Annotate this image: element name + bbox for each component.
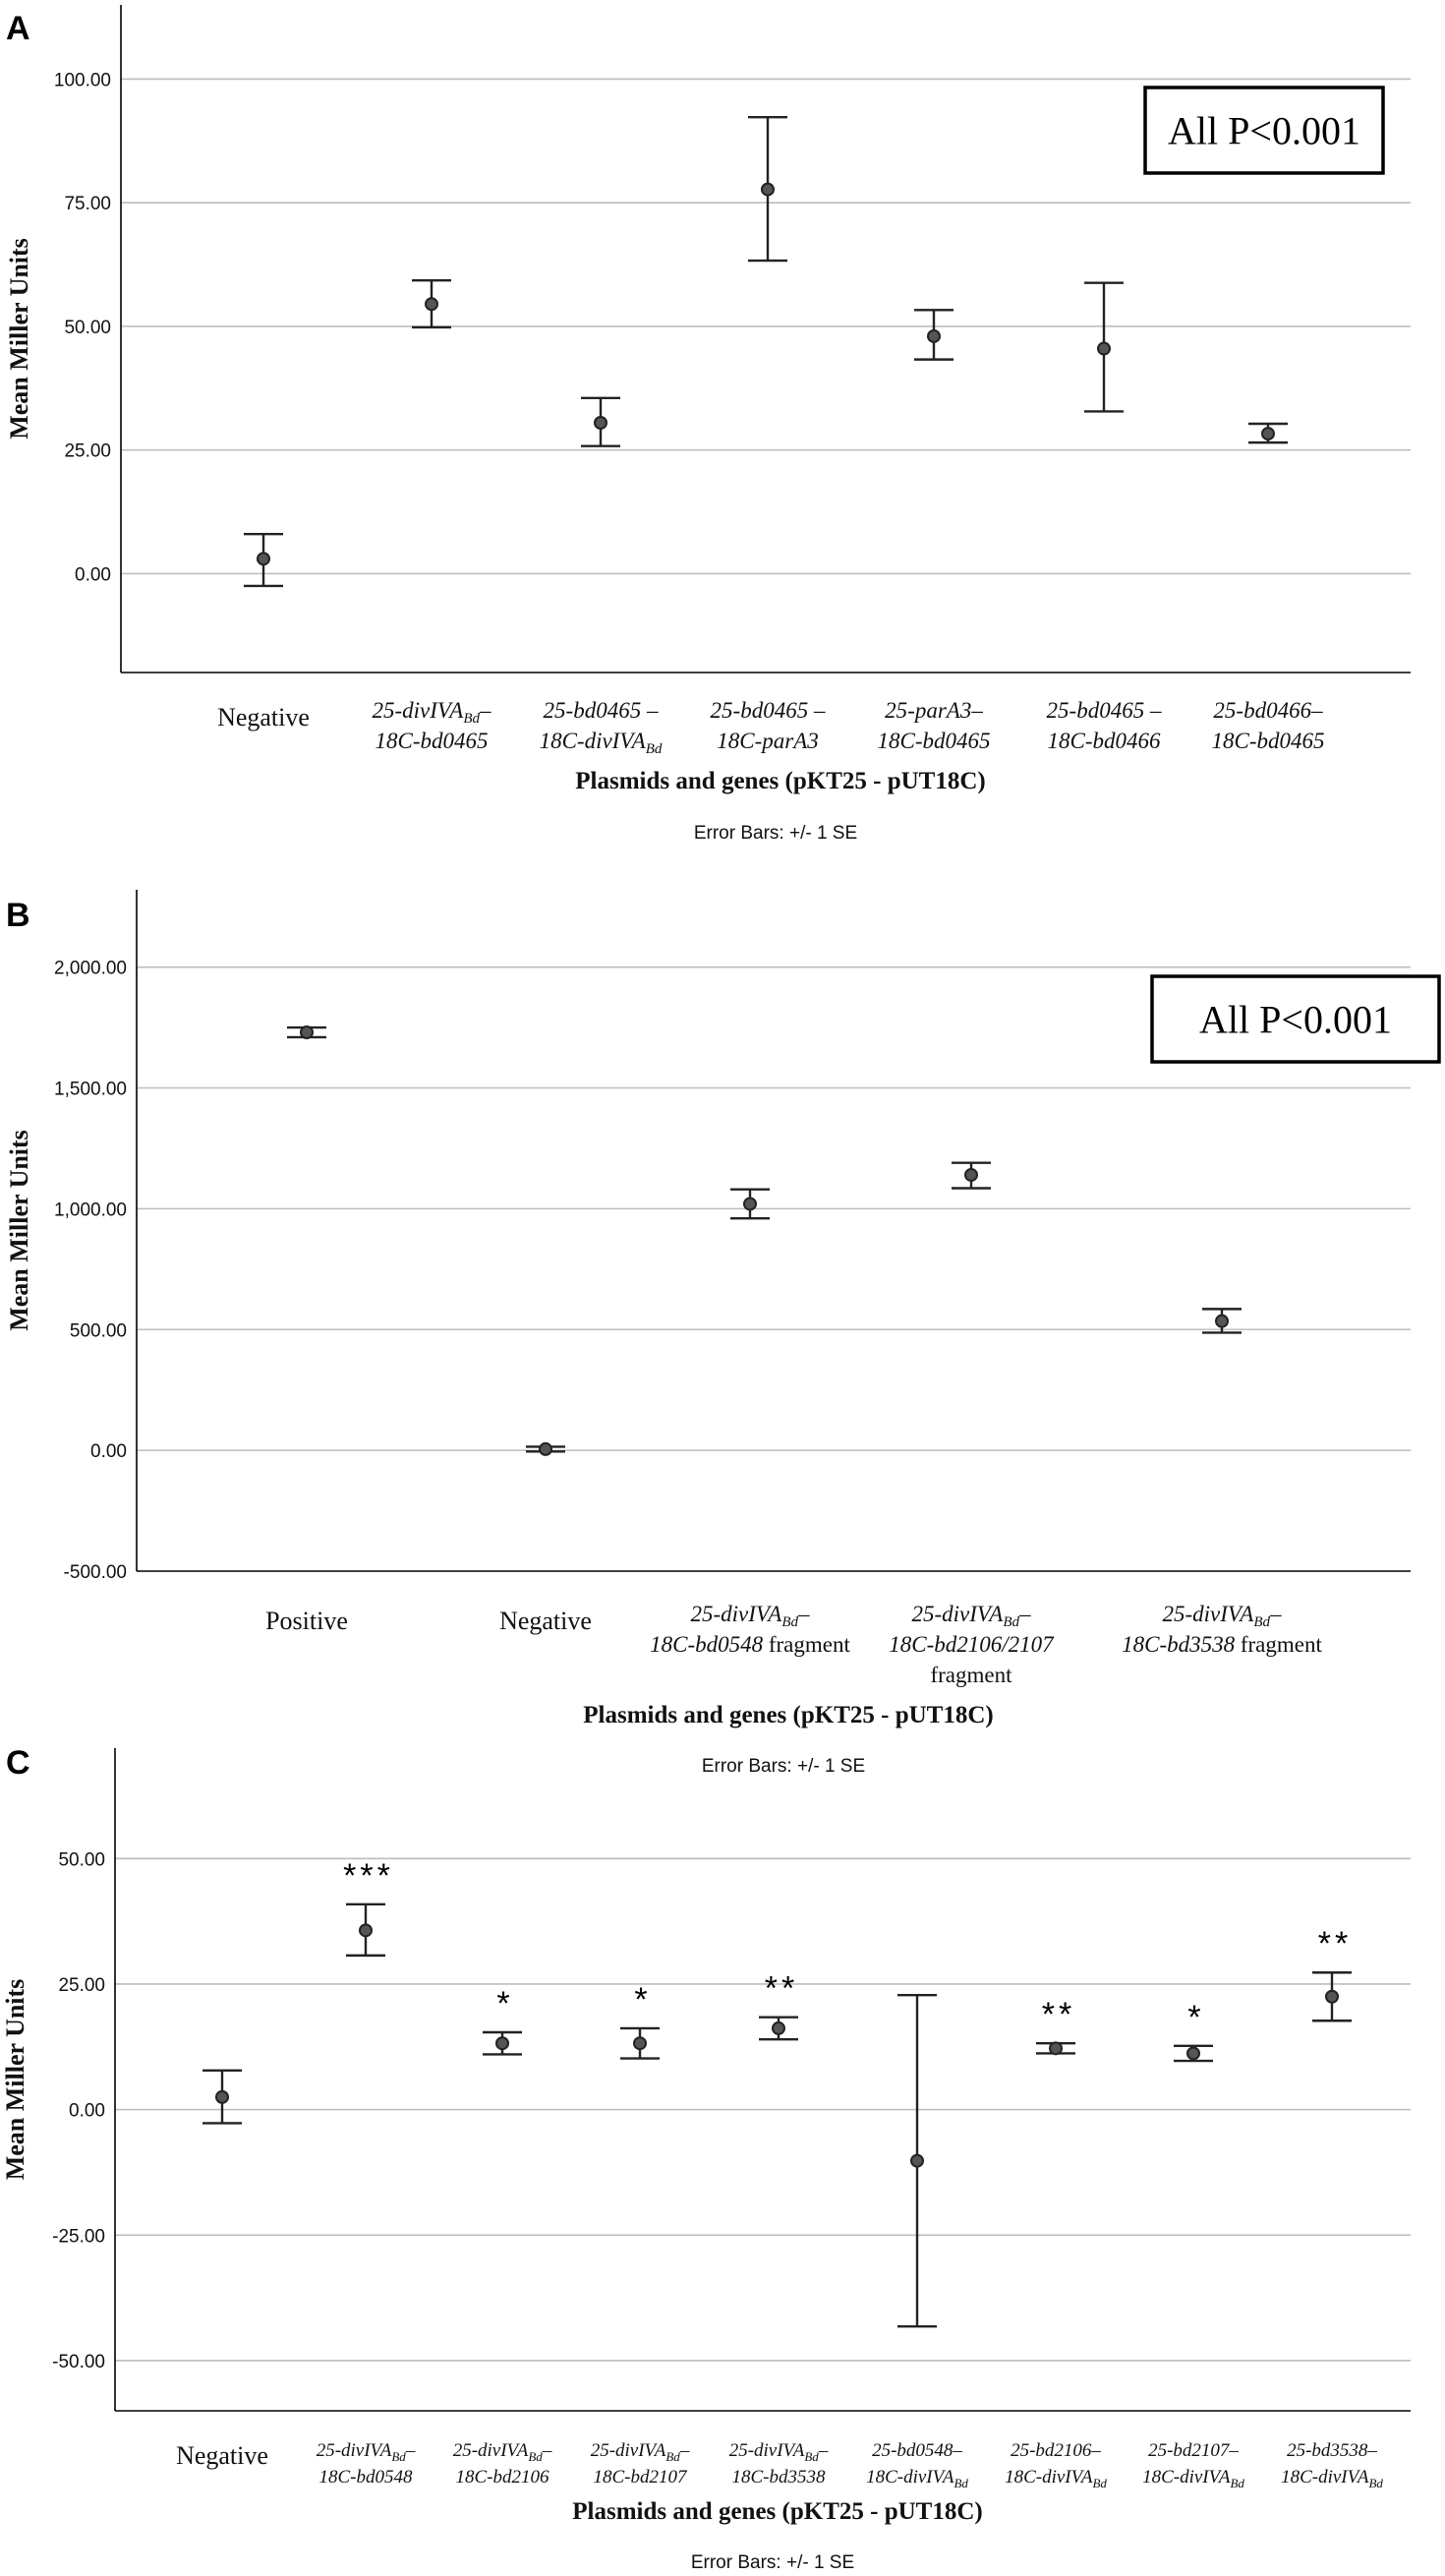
y-tick-label: 75.00 <box>64 194 111 215</box>
error-bar-note: Error Bars: +/- 1 SE <box>701 1756 866 1777</box>
y-tick-label: -50.00 <box>52 2351 105 2372</box>
x-tick-label-part: 25-divIVA <box>452 2440 529 2461</box>
x-axis-label: Plasmids and genes (pKT25 - pUT18C) <box>572 2498 983 2525</box>
significance-label: * <box>1187 1998 1205 2036</box>
x-tick-label <box>376 729 489 753</box>
y-tick-label: 50.00 <box>58 1849 105 1871</box>
x-tick-label <box>544 698 659 723</box>
x-tick-label-part: Bd <box>804 2449 819 2464</box>
x-tick-label-part: 18C-bd0466 <box>1047 729 1161 753</box>
y-tick-label: 0.00 <box>90 1441 127 1463</box>
x-tick-label-part: Bd <box>1253 1614 1270 1630</box>
panel-letter: C <box>6 1744 30 1782</box>
x-tick-label-part: 25-divIVA <box>372 698 464 723</box>
x-tick-label-part: 25-divIVA <box>1162 1602 1254 1626</box>
x-tick-label-part: 18C-bd0548 <box>318 2467 413 2488</box>
x-tick-label-part: 25-divIVA <box>590 2440 666 2461</box>
error-bar-note: Error Bars: +/- 1 SE <box>693 823 858 844</box>
x-tick-label <box>711 698 826 723</box>
x-tick-label <box>591 2440 690 2464</box>
mean-point <box>1326 1991 1338 2003</box>
mean-point <box>762 184 774 196</box>
x-tick-label <box>878 729 991 753</box>
x-tick-label <box>732 2467 827 2488</box>
x-tick-label-part: 18C-bd3538 <box>1122 1632 1236 1657</box>
chart-panel-c <box>1 1744 1411 2573</box>
x-tick-label-part: 25-bd0466– <box>1213 698 1323 723</box>
x-tick-label-part: Bd <box>1368 2476 1383 2490</box>
x-tick-label-part: – <box>542 2440 552 2461</box>
chart-panel-a <box>5 5 1411 844</box>
x-tick-label-part: 25-divIVA <box>316 2440 392 2461</box>
x-tick-label <box>1163 1602 1282 1630</box>
x-tick-label <box>729 2440 829 2464</box>
mean-point <box>301 1026 313 1038</box>
mean-point <box>1216 1316 1228 1327</box>
x-tick-label-part: – <box>479 698 491 723</box>
y-axis-label: Mean Miller Units <box>5 1130 33 1331</box>
significance-label: * <box>634 1980 652 2019</box>
x-tick-label <box>912 1602 1031 1630</box>
x-tick-label-part: 25-divIVA <box>728 2440 805 2461</box>
error-bar-note: Error Bars: +/- 1 SE <box>690 2552 855 2573</box>
x-tick-label <box>1047 698 1162 723</box>
y-tick-label: 1,000.00 <box>54 1200 127 1221</box>
y-tick-label: 500.00 <box>69 1320 127 1342</box>
x-tick-label-part: – <box>1269 1602 1282 1626</box>
x-tick-label <box>1048 729 1162 753</box>
x-tick-label <box>866 2467 968 2490</box>
x-tick-label <box>453 2440 552 2464</box>
x-tick-label-part: 18C-divIVA <box>1281 2467 1369 2488</box>
x-tick-label-part: Bd <box>1003 1614 1019 1630</box>
x-tick-label-part: 25-bd0465 – <box>710 698 826 723</box>
x-tick-label-part: fragment <box>763 1632 850 1657</box>
x-tick-label <box>265 1607 348 1635</box>
mean-point <box>360 1924 372 1936</box>
mean-point <box>634 2037 646 2049</box>
mean-point <box>1098 343 1110 355</box>
mean-point <box>965 1169 977 1181</box>
mean-point <box>773 2022 784 2034</box>
x-tick-label <box>176 2441 268 2470</box>
x-tick-label-part: 25-bd3538– <box>1287 2440 1377 2461</box>
x-tick-label-part: – <box>405 2440 416 2461</box>
x-axis-label: Plasmids and genes (pKT25 - pUT18C) <box>575 768 986 794</box>
chart-panel-b <box>5 890 1439 1777</box>
x-tick-label-part: 25-bd2106– <box>1011 2440 1101 2461</box>
x-tick-label-part: Bd <box>528 2449 543 2464</box>
x-tick-label <box>319 2467 414 2488</box>
x-tick-label <box>1287 2440 1377 2461</box>
y-tick-label: 25.00 <box>58 1974 105 1996</box>
x-tick-label-part: 18C-bd0548 <box>650 1632 764 1657</box>
y-tick-label: -25.00 <box>52 2226 105 2248</box>
significance-label: *** <box>343 1856 394 1895</box>
y-axis-label: Mean Miller Units <box>1 1978 29 2181</box>
x-tick-label-part: 18C-bd0465 <box>1211 729 1325 753</box>
mean-point <box>744 1198 756 1209</box>
mean-point <box>540 1443 551 1455</box>
mean-point <box>1262 428 1274 439</box>
significance-label: ** <box>764 1969 799 2008</box>
x-tick-label <box>1213 698 1323 723</box>
x-tick-label <box>1011 2440 1101 2461</box>
x-tick-label <box>373 698 491 727</box>
x-tick-label-part: 25-bd0548– <box>872 2440 962 2461</box>
x-axis-label: Plasmids and genes (pKT25 - pUT18C) <box>583 1702 994 1728</box>
x-tick-label-part: Bd <box>665 2449 680 2464</box>
x-tick-label-part: – <box>818 2440 829 2461</box>
y-tick-label: 25.00 <box>64 440 111 462</box>
x-tick-label <box>1212 729 1325 753</box>
mean-point <box>216 2091 228 2103</box>
x-tick-label-part: 25-parA3– <box>885 698 983 723</box>
mean-point <box>911 2155 923 2167</box>
annotation-text: All P<0.001 <box>1168 108 1360 153</box>
x-tick-label <box>1122 1632 1322 1657</box>
x-tick-label-part: 18C-parA3 <box>717 729 819 753</box>
x-tick-label <box>650 1632 850 1657</box>
mean-point <box>426 298 437 310</box>
x-tick-label-part: – <box>679 2440 690 2461</box>
x-tick-label-part: – <box>797 1602 810 1626</box>
x-tick-label <box>885 698 983 723</box>
x-tick-label-part: Bd <box>391 2449 406 2464</box>
x-tick-label <box>717 729 819 753</box>
panel-letter: B <box>6 897 30 934</box>
x-tick-label-part: 18C-divIVA <box>1142 2467 1231 2488</box>
x-tick-label-part: 18C-bd0465 <box>375 729 489 753</box>
mean-point <box>496 2037 508 2049</box>
y-axis-label: Mean Miller Units <box>5 238 33 439</box>
x-tick-label-part: 18C-bd2106 <box>455 2467 549 2488</box>
y-tick-label: 100.00 <box>53 70 111 91</box>
x-tick-label-part: Bd <box>1230 2476 1244 2490</box>
x-tick-label-part: fragment <box>1235 1632 1322 1657</box>
x-tick-label-part: Bd <box>645 741 663 757</box>
annotation-text: All P<0.001 <box>1199 997 1392 1042</box>
x-tick-label-part: Negative <box>176 2441 268 2470</box>
mean-point <box>1050 2042 1062 2054</box>
x-tick-label <box>1005 2467 1107 2490</box>
x-tick-label-part: 18C-bd3538 <box>731 2467 826 2488</box>
x-tick-label-part: 25-bd2107– <box>1148 2440 1239 2461</box>
x-tick-label-part: Positive <box>265 1607 348 1635</box>
x-tick-label-part: 18C-bd2107 <box>593 2467 687 2488</box>
x-tick-label-part: Negative <box>499 1607 592 1635</box>
mean-point <box>928 330 940 342</box>
x-tick-label-part: 25-bd0465 – <box>543 698 659 723</box>
panel-letter: A <box>6 10 30 47</box>
y-tick-label: 1,500.00 <box>54 1079 127 1100</box>
mean-point <box>258 553 269 564</box>
x-tick-label-part: 18C-bd0465 <box>877 729 991 753</box>
y-tick-label: 0.00 <box>69 2100 105 2122</box>
x-tick-label-part: 25-divIVA <box>690 1602 782 1626</box>
x-tick-label-part: Negative <box>217 703 310 732</box>
x-tick-label-part: 18C-divIVA <box>866 2467 954 2488</box>
x-tick-label-part: Bd <box>1092 2476 1107 2490</box>
x-tick-label <box>1281 2467 1383 2490</box>
x-tick-label-part: Bd <box>954 2476 968 2490</box>
mean-point <box>595 417 607 429</box>
x-tick-label-part: 18C-divIVA <box>1005 2467 1093 2488</box>
y-tick-label: 0.00 <box>75 564 111 586</box>
x-tick-label <box>691 1602 810 1630</box>
mean-point <box>1187 2047 1199 2059</box>
x-tick-label <box>872 2440 962 2461</box>
x-tick-label-part: 18C-divIVA <box>539 729 646 753</box>
x-tick-label <box>456 2467 550 2488</box>
x-tick-label <box>540 729 663 757</box>
x-tick-label-part: fragment <box>930 1663 1012 1687</box>
x-tick-label-part: Bd <box>781 1614 798 1630</box>
x-tick-label-part: – <box>1018 1602 1031 1626</box>
significance-label: * <box>496 1985 514 2023</box>
x-tick-label <box>1142 2467 1244 2490</box>
x-tick-label-part: 25-divIVA <box>911 1602 1004 1626</box>
y-tick-label: 50.00 <box>64 317 111 338</box>
x-tick-label-part: Bd <box>463 711 480 727</box>
significance-label: ** <box>1041 1996 1076 2034</box>
x-tick-label <box>217 703 310 732</box>
x-tick-label <box>1148 2440 1239 2461</box>
x-tick-label <box>889 1632 1055 1657</box>
x-tick-label <box>317 2440 416 2464</box>
x-tick-label <box>594 2467 689 2488</box>
x-tick-label-part: 25-bd0465 – <box>1046 698 1162 723</box>
x-tick-label-part: 18C-bd2106/2107 <box>889 1632 1054 1657</box>
x-tick-label <box>499 1607 592 1635</box>
y-tick-label: 2,000.00 <box>54 958 127 979</box>
y-tick-label: -500.00 <box>63 1562 127 1583</box>
x-tick-label <box>930 1663 1012 1687</box>
significance-label: ** <box>1317 1925 1353 1963</box>
